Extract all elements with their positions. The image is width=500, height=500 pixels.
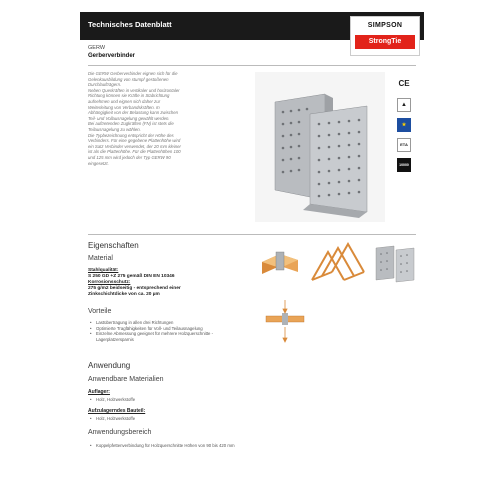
section-anwendung: Anwendung bbox=[88, 361, 131, 370]
intro-line: Durchlaufträgern. bbox=[88, 82, 122, 88]
vorteile-list bbox=[88, 320, 248, 342]
intro-line: und 125 mm wird jedoch der Typ GERW 90 bbox=[88, 154, 171, 160]
logo-text-top: SIMPSON bbox=[367, 22, 403, 29]
product-code: GERW bbox=[88, 45, 106, 51]
quality-badge-icon: 10000 bbox=[397, 158, 411, 172]
brand-logo bbox=[350, 16, 420, 56]
corrosion-value: Zinkschichtdicke von ca. 20 µm bbox=[88, 292, 160, 297]
intro-line: Abhängigkeit von der Belastung kann zwischen bbox=[88, 110, 179, 116]
intro-line: Gelenkausbildung von stumpf gestoßenen bbox=[88, 76, 169, 82]
anwendungsbereich-list bbox=[88, 443, 248, 449]
intro-line: aufnehmen und eignen sich daher zur bbox=[88, 98, 161, 104]
list-item: • Optimierte Tragfähigkeiten für Voll- und Teilausnagelung bbox=[88, 326, 248, 332]
intro-line: Weiterleitung von Verbandskräften. In bbox=[88, 104, 160, 110]
intro-line: Die GERW Gerberverbinder eignen sich für die bbox=[88, 71, 178, 76]
datasheet-page bbox=[80, 12, 424, 482]
ce-mark-icon: CE bbox=[397, 78, 411, 92]
intro-line: Bei auftretenden Zugkräften (FN) ist stets die bbox=[88, 121, 174, 127]
product-photo bbox=[255, 72, 385, 222]
intro-line: Verbinders. Für eine gegebene Plattenhöhe wird bbox=[88, 138, 181, 144]
roof-truss-illustration bbox=[308, 240, 370, 286]
divider bbox=[88, 65, 416, 66]
list-item: • Koppelpfettenverbindung für Holzquerschnitte Höhen von 90 bis 420 mm bbox=[88, 443, 248, 449]
load-directions-diagram bbox=[260, 296, 310, 344]
eu-flag-icon: ★ bbox=[397, 118, 411, 132]
list-item: • Einzelne Abmessung geeignet für mehrere Holzquerschnitte - Lagerplatzersparnis bbox=[88, 331, 248, 342]
header-title: Technisches Datenblatt bbox=[88, 20, 172, 29]
intro-line: Die Typbezeichnung entspricht der Höhe des bbox=[88, 132, 174, 138]
auflager-list bbox=[88, 397, 248, 403]
intro-line: Teil- und Vollausnagelung gewählt werden. bbox=[88, 115, 170, 121]
aufzulagernde-list bbox=[88, 416, 248, 422]
beam-connection-illustration bbox=[258, 242, 303, 282]
list-item: • Holz, Holzwerkstoffe bbox=[88, 416, 248, 422]
divider bbox=[88, 234, 416, 235]
list-item: • Holz, Holzwerkstoffe bbox=[88, 397, 248, 403]
logo-text-bottom: StrongTie bbox=[355, 35, 415, 49]
section-eigenschaften: Eigenschaften bbox=[88, 241, 139, 250]
intro-text bbox=[88, 71, 243, 166]
intro-line: Neben Querkräften in vertikaler und horizontaler bbox=[88, 87, 180, 93]
intro-line: ein Satz Verbinder verwendet, der 20 mm kleiner bbox=[88, 143, 181, 149]
subsection-vorteile: Vorteile bbox=[88, 308, 112, 315]
subsection-material: Material bbox=[88, 255, 113, 262]
subsection-anwendungsbereich: Anwendungsbereich bbox=[88, 429, 152, 436]
intro-line: Richtung können sie Kräfte in Stabrichtung bbox=[88, 93, 170, 99]
intro-line: eingesetzt. bbox=[88, 160, 109, 166]
eta-badge-icon: ETA bbox=[397, 138, 411, 152]
intro-line: ist als die Plattenhöhe. Für die Plattenhöhen 100 bbox=[88, 149, 181, 155]
warning-icon: ▲ bbox=[397, 98, 411, 112]
subsection-materialien: Anwendbare Materialien bbox=[88, 376, 164, 383]
material-spec bbox=[88, 268, 181, 298]
product-thumbnail bbox=[372, 244, 418, 284]
corrosion-value: 275 g/m2 beidseitig - entsprechend einer bbox=[88, 286, 181, 291]
product-name: Gerberverbinder bbox=[88, 53, 136, 59]
steel-label: Stahlqualität: bbox=[88, 268, 119, 273]
intro-line: Teilausnagelung zu wählen. bbox=[88, 126, 141, 132]
corrosion-label: Korrosionsschutz: bbox=[88, 280, 131, 285]
auflager-label: Auflager: bbox=[88, 389, 110, 395]
aufzulagernde-label: Aufzulagerndes Bauteil: bbox=[88, 408, 146, 414]
certification-column bbox=[393, 78, 415, 178]
steel-value: S 250 GD +Z 275 gemäß DIN EN 10346 bbox=[88, 274, 175, 279]
list-item: • Lastübertragung in allen drei Richtungen bbox=[88, 320, 248, 326]
